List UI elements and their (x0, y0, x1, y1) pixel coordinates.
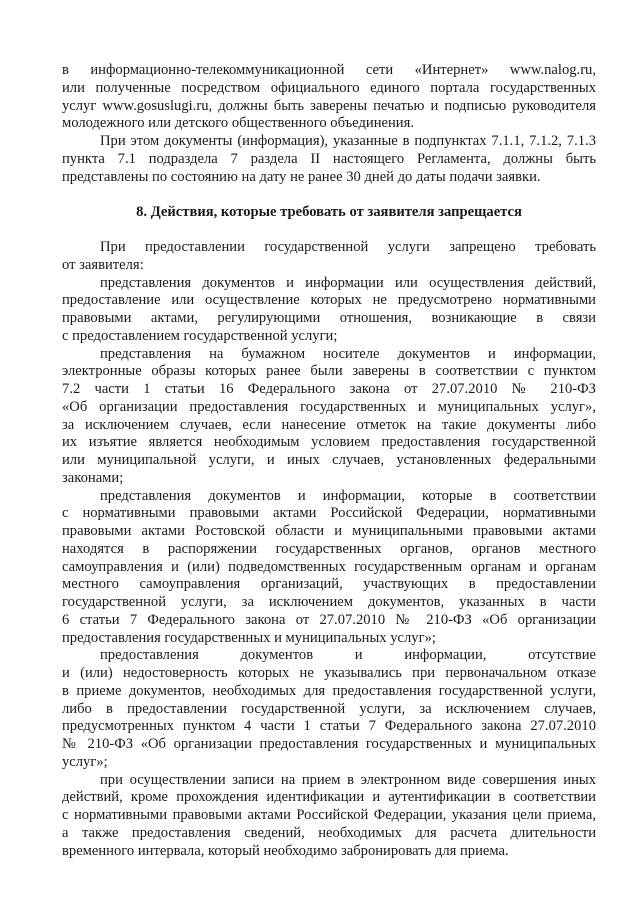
paragraph-intro (62, 239, 596, 275)
paragraph-continuation (62, 62, 596, 133)
text-line: представления на бумажном носителе документов и информации, (100, 345, 596, 362)
text-line: их изъятие является необходимым условием предоставления государственной (62, 434, 596, 451)
text-line: самоуправления и (или) подведомственных государственным органам и органам (62, 558, 596, 575)
section-heading: 8. Действия, которые требовать от заявителя запрещается (136, 204, 522, 221)
paragraph-item-3 (62, 488, 596, 648)
text-line: электронные образы которых ранее были заверены в соответствии с пунктом (62, 363, 596, 380)
paragraph-documents-date (62, 133, 596, 186)
text-line: от заявителя: (62, 256, 144, 273)
text-line: правовыми актами, регулирующими отношения, возникающие в связи (62, 310, 596, 326)
text-line: При предоставлении государственной услуги запрещено требовать (100, 239, 596, 255)
text-line: представления документов и информации или осуществления действий, (100, 274, 596, 291)
text-line: а также предоставления сведений, необходимых для расчета длительности (62, 824, 596, 841)
text-line: правовыми актами Ростовской области и муниципальными правовыми актами (62, 523, 596, 539)
text-line: 6 статьи 7 Федерального закона от 27.07.2010 № 210-ФЗ «Об организации (62, 611, 596, 628)
text-line: № 210-ФЗ «Об организации предоставления государственных и муниципальных (62, 736, 596, 752)
text-line: в приеме документов, необходимых для предоставления государственной услуги, (62, 682, 596, 699)
paragraph-item-5 (62, 772, 596, 861)
text-line: за исключением случаев, если нанесение отметок на такие документы либо (62, 416, 596, 433)
text-line: предоставление или осуществление которых не предусмотрено нормативными (62, 292, 596, 309)
text-line: находятся в распоряжении государственных органов, органов местного (62, 540, 596, 557)
text-line: услуг www.gosuslugi.ru, должны быть заверены печатью и подписью руководителя (62, 97, 596, 114)
text-line: либо в предоставлении государственной услуги, за исключением случаев, (62, 700, 596, 717)
text-line: предусмотренных пунктом 4 части 1 статьи 7 Федерального закона 27.07.2010 (62, 718, 596, 735)
text-line: в информационно-телекоммуникационной сети «Интернет» www.nalog.ru, (62, 62, 596, 78)
text-line: с нормативными правовыми актами Российской Федерации, нормативными (62, 505, 596, 522)
paragraph-item-4 (62, 647, 596, 771)
text-line: услуг»; (62, 753, 108, 770)
text-line: представлены по состоянию на дату не ранее 30 дней до даты подачи заявки. (62, 168, 541, 185)
text-line: местного самоуправления организаций, участвующих в предоставлении (62, 576, 596, 593)
text-line: пункта 7.1 подраздела 7 раздела II настоящего Регламента, должны быть (62, 150, 596, 167)
text-line: При этом документы (информация), указанные в подпунктах 7.1.1, 7.1.2, 7.1.3 (100, 133, 596, 149)
text-line: предоставления документов и информации, отсутствие (100, 647, 596, 664)
text-line: «Об организации предоставления государственных и муниципальных услуг», (62, 398, 596, 415)
text-line: молодежного или детского общественного объединения. (62, 115, 414, 132)
text-line: предоставления государственных и муниципальных услуг»; (62, 629, 436, 646)
text-line: временного интервала, который необходимо забронировать для приема. (62, 842, 509, 859)
text-line: при осуществлении записи на прием в электронном виде совершения иных (100, 771, 596, 788)
text-line: и (или) недостоверность которых не указывались при первоначальном отказе (62, 665, 596, 681)
text-line: законами; (62, 469, 124, 486)
text-line: действий, кроме прохождения идентификации и аутентификации в соответствии (62, 789, 596, 806)
text-line: с предоставлением государственной услуги; (62, 327, 338, 344)
paragraph-item-2 (62, 346, 596, 488)
text-line: или муниципальной услуги, и иных случаев, установленных федеральными (62, 452, 596, 468)
text-line: государственной услуги, за исключением документов, указанных в части (62, 594, 596, 610)
text-line: 7.2 части 1 статьи 16 Федерального закона от 27.07.2010 № 210-ФЗ (62, 381, 596, 397)
text-line: представления документов и информации, которые в соответствии (100, 487, 596, 504)
paragraph-item-1 (62, 275, 596, 346)
text-line: или полученные посредством официального единого портала государственных (62, 79, 596, 96)
text-line: с нормативными правовыми актами Российской Федерации, указания цели приема, (62, 807, 596, 823)
